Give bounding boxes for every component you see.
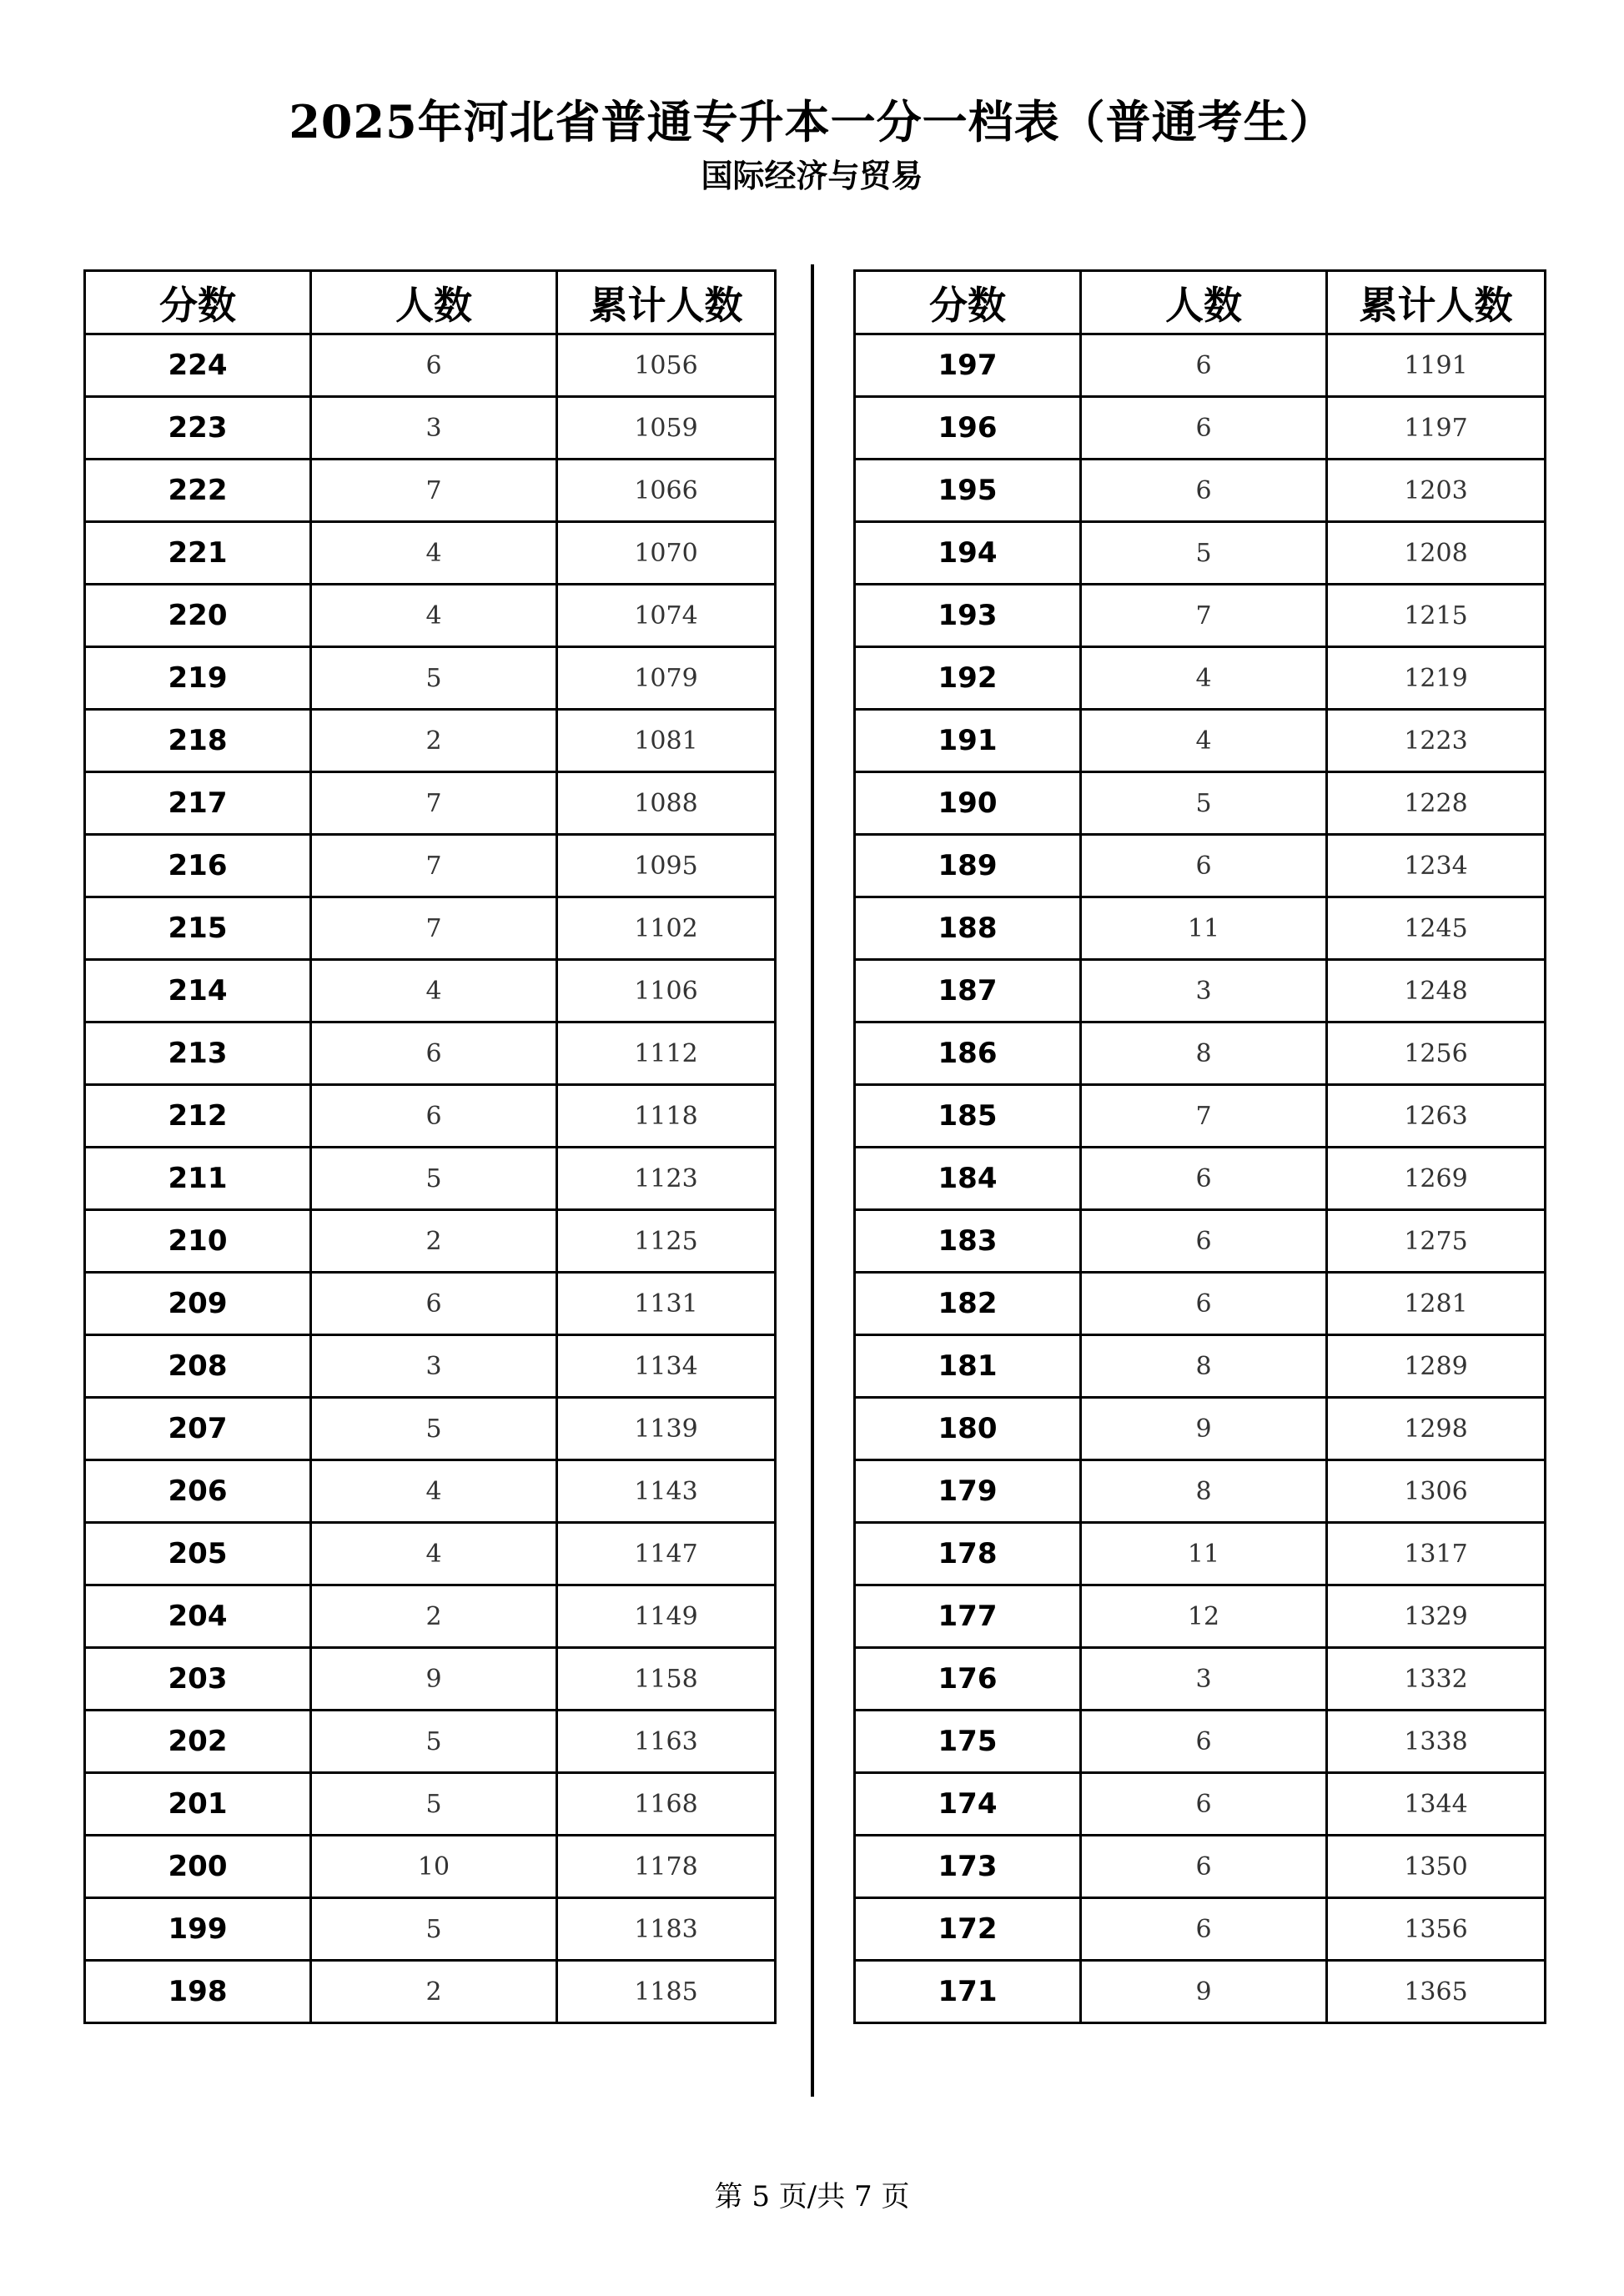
cell-score: 214 — [85, 960, 311, 1022]
table-row — [85, 960, 776, 1022]
cell-count: 7 — [311, 460, 557, 522]
cell-score: 223 — [85, 397, 311, 460]
cell-score: 210 — [85, 1210, 311, 1273]
header-cumulative: 累计人数 — [557, 271, 776, 334]
cell-count: 5 — [311, 1773, 557, 1836]
cell-score: 216 — [85, 835, 311, 897]
table-row — [855, 1273, 1546, 1335]
cell-count: 4 — [311, 585, 557, 647]
cell-score: 197 — [855, 334, 1081, 397]
table-row — [85, 522, 776, 585]
cell-score: 190 — [855, 772, 1081, 835]
cell-count: 3 — [1081, 1648, 1327, 1711]
cell-cumulative: 1185 — [557, 1961, 776, 2023]
table-row — [855, 1773, 1546, 1836]
cell-count: 7 — [311, 772, 557, 835]
cell-count: 4 — [311, 522, 557, 585]
cell-count: 12 — [1081, 1585, 1327, 1648]
table-row — [85, 397, 776, 460]
cell-count: 6 — [1081, 1273, 1327, 1335]
cell-count: 4 — [311, 1523, 557, 1585]
table-row — [855, 460, 1546, 522]
table-row — [855, 522, 1546, 585]
cell-score: 181 — [855, 1335, 1081, 1398]
cell-count: 2 — [311, 710, 557, 772]
cell-count: 6 — [1081, 1773, 1327, 1836]
cell-cumulative: 1183 — [557, 1898, 776, 1961]
cell-cumulative: 1281 — [1327, 1273, 1546, 1335]
table-row — [855, 1898, 1546, 1961]
cell-cumulative: 1095 — [557, 835, 776, 897]
cell-count: 9 — [1081, 1398, 1327, 1460]
cell-count: 10 — [311, 1836, 557, 1898]
cell-count: 4 — [311, 1460, 557, 1523]
cell-cumulative: 1365 — [1327, 1961, 1546, 2023]
table-row — [855, 1711, 1546, 1773]
cell-score: 202 — [85, 1711, 311, 1773]
cell-cumulative: 1329 — [1327, 1585, 1546, 1648]
cell-score: 183 — [855, 1210, 1081, 1273]
table-row — [85, 1523, 776, 1585]
cell-cumulative: 1203 — [1327, 460, 1546, 522]
cell-count: 6 — [311, 334, 557, 397]
table-row — [85, 1460, 776, 1523]
cell-score: 171 — [855, 1961, 1081, 2023]
cell-score: 196 — [855, 397, 1081, 460]
cell-score: 205 — [85, 1523, 311, 1585]
cell-score: 173 — [855, 1836, 1081, 1898]
cell-cumulative: 1118 — [557, 1085, 776, 1148]
cell-score: 182 — [855, 1273, 1081, 1335]
table-row — [85, 1585, 776, 1648]
cell-cumulative: 1332 — [1327, 1648, 1546, 1711]
cell-cumulative: 1139 — [557, 1398, 776, 1460]
cell-count: 3 — [311, 397, 557, 460]
cell-score: 212 — [85, 1085, 311, 1148]
header-score: 分数 — [85, 271, 311, 334]
table-row — [85, 1085, 776, 1148]
cell-count: 6 — [1081, 1836, 1327, 1898]
cell-score: 189 — [855, 835, 1081, 897]
cell-count: 6 — [1081, 397, 1327, 460]
cell-cumulative: 1102 — [557, 897, 776, 960]
cell-score: 192 — [855, 647, 1081, 710]
table-row — [855, 1836, 1546, 1898]
cell-cumulative: 1191 — [1327, 334, 1546, 397]
cell-score: 187 — [855, 960, 1081, 1022]
cell-score: 207 — [85, 1398, 311, 1460]
cell-cumulative: 1070 — [557, 522, 776, 585]
cell-score: 219 — [85, 647, 311, 710]
cell-cumulative: 1344 — [1327, 1773, 1546, 1836]
cell-score: 191 — [855, 710, 1081, 772]
table-row — [85, 460, 776, 522]
cell-cumulative: 1143 — [557, 1460, 776, 1523]
cell-count: 6 — [1081, 1148, 1327, 1210]
cell-score: 224 — [85, 334, 311, 397]
table-row — [855, 1335, 1546, 1398]
cell-score: 209 — [85, 1273, 311, 1335]
header-count: 人数 — [1081, 271, 1327, 334]
cell-cumulative: 1234 — [1327, 835, 1546, 897]
table-row — [855, 1022, 1546, 1085]
cell-cumulative: 1066 — [557, 460, 776, 522]
cell-score: 218 — [85, 710, 311, 772]
table-row — [855, 647, 1546, 710]
table-row — [85, 1648, 776, 1711]
cell-count: 8 — [1081, 1460, 1327, 1523]
cell-score: 194 — [855, 522, 1081, 585]
cell-score: 206 — [85, 1460, 311, 1523]
cell-cumulative: 1059 — [557, 397, 776, 460]
cell-count: 7 — [1081, 585, 1327, 647]
cell-count: 7 — [311, 835, 557, 897]
cell-cumulative: 1208 — [1327, 522, 1546, 585]
cell-cumulative: 1256 — [1327, 1022, 1546, 1085]
table-header-row — [85, 271, 776, 334]
table-row — [855, 1398, 1546, 1460]
cell-count: 6 — [311, 1022, 557, 1085]
table-row — [85, 334, 776, 397]
table-row — [85, 1022, 776, 1085]
header-count: 人数 — [311, 271, 557, 334]
cell-count: 9 — [311, 1648, 557, 1711]
cell-cumulative: 1131 — [557, 1273, 776, 1335]
table-header-row — [855, 271, 1546, 334]
table-row — [855, 835, 1546, 897]
cell-cumulative: 1106 — [557, 960, 776, 1022]
cell-cumulative: 1248 — [1327, 960, 1546, 1022]
cell-score: 211 — [85, 1148, 311, 1210]
cell-score: 177 — [855, 1585, 1081, 1648]
cell-cumulative: 1306 — [1327, 1460, 1546, 1523]
table-row — [855, 334, 1546, 397]
cell-score: 175 — [855, 1711, 1081, 1773]
table-row — [855, 1961, 1546, 2023]
cell-count: 6 — [1081, 1711, 1327, 1773]
cell-cumulative: 1081 — [557, 710, 776, 772]
table-row — [85, 1148, 776, 1210]
cell-count: 3 — [311, 1335, 557, 1398]
table-row — [85, 710, 776, 772]
table-row — [855, 960, 1546, 1022]
cell-cumulative: 1197 — [1327, 397, 1546, 460]
table-row — [85, 1773, 776, 1836]
cell-cumulative: 1298 — [1327, 1398, 1546, 1460]
table-row — [855, 1085, 1546, 1148]
cell-count: 6 — [1081, 334, 1327, 397]
table-row — [85, 1711, 776, 1773]
cell-cumulative: 1088 — [557, 772, 776, 835]
table-row — [855, 1648, 1546, 1711]
cell-cumulative: 1149 — [557, 1585, 776, 1648]
header-cumulative: 累计人数 — [1327, 271, 1546, 334]
table-row — [85, 1836, 776, 1898]
table-row — [855, 772, 1546, 835]
cell-score: 217 — [85, 772, 311, 835]
cell-score: 204 — [85, 1585, 311, 1648]
cell-score: 176 — [855, 1648, 1081, 1711]
cell-cumulative: 1147 — [557, 1523, 776, 1585]
cell-cumulative: 1125 — [557, 1210, 776, 1273]
cell-cumulative: 1123 — [557, 1148, 776, 1210]
table-row — [85, 897, 776, 960]
cell-cumulative: 1263 — [1327, 1085, 1546, 1148]
cell-score: 213 — [85, 1022, 311, 1085]
table-row — [85, 1961, 776, 2023]
cell-count: 11 — [1081, 1523, 1327, 1585]
cell-cumulative: 1219 — [1327, 647, 1546, 710]
cell-count: 4 — [311, 960, 557, 1022]
cell-count: 7 — [1081, 1085, 1327, 1148]
cell-score: 193 — [855, 585, 1081, 647]
cell-count: 11 — [1081, 897, 1327, 960]
table-row — [85, 1898, 776, 1961]
table-row — [85, 1210, 776, 1273]
cell-score: 188 — [855, 897, 1081, 960]
cell-count: 5 — [311, 1148, 557, 1210]
cell-cumulative: 1158 — [557, 1648, 776, 1711]
cell-score: 178 — [855, 1523, 1081, 1585]
cell-count: 5 — [1081, 522, 1327, 585]
cell-cumulative: 1056 — [557, 334, 776, 397]
table-row — [85, 772, 776, 835]
cell-count: 6 — [1081, 1898, 1327, 1961]
cell-score: 184 — [855, 1148, 1081, 1210]
cell-count: 6 — [1081, 1210, 1327, 1273]
cell-score: 195 — [855, 460, 1081, 522]
cell-count: 3 — [1081, 960, 1327, 1022]
cell-score: 220 — [85, 585, 311, 647]
cell-cumulative: 1275 — [1327, 1210, 1546, 1273]
cell-cumulative: 1356 — [1327, 1898, 1546, 1961]
page-subtitle: 国际经济与贸易 — [701, 158, 923, 194]
cell-cumulative: 1228 — [1327, 772, 1546, 835]
cell-count: 7 — [311, 897, 557, 960]
table-row — [855, 897, 1546, 960]
cell-cumulative: 1079 — [557, 647, 776, 710]
cell-score: 200 — [85, 1836, 311, 1898]
cell-count: 6 — [1081, 460, 1327, 522]
cell-score: 215 — [85, 897, 311, 960]
header-score: 分数 — [855, 271, 1081, 334]
table-row — [85, 585, 776, 647]
table-row — [85, 647, 776, 710]
table-row — [85, 1273, 776, 1335]
cell-count: 2 — [311, 1961, 557, 2023]
page-footer: 第 5 页/共 7 页 — [714, 2180, 910, 2213]
cell-count: 4 — [1081, 647, 1327, 710]
cell-cumulative: 1168 — [557, 1773, 776, 1836]
score-table-right — [853, 269, 1546, 2024]
table-row — [855, 585, 1546, 647]
cell-count: 9 — [1081, 1961, 1327, 2023]
cell-count: 5 — [311, 1711, 557, 1773]
cell-score: 208 — [85, 1335, 311, 1398]
cell-count: 4 — [1081, 710, 1327, 772]
cell-count: 5 — [311, 647, 557, 710]
cell-cumulative: 1269 — [1327, 1148, 1546, 1210]
cell-cumulative: 1338 — [1327, 1711, 1546, 1773]
cell-cumulative: 1163 — [557, 1711, 776, 1773]
table-row — [855, 1523, 1546, 1585]
table-row — [855, 1460, 1546, 1523]
cell-count: 6 — [311, 1273, 557, 1335]
cell-cumulative: 1178 — [557, 1836, 776, 1898]
table-row — [855, 1148, 1546, 1210]
cell-count: 8 — [1081, 1335, 1327, 1398]
cell-score: 221 — [85, 522, 311, 585]
table-row — [85, 1335, 776, 1398]
cell-score: 179 — [855, 1460, 1081, 1523]
cell-score: 203 — [85, 1648, 311, 1711]
table-row — [855, 1210, 1546, 1273]
cell-score: 186 — [855, 1022, 1081, 1085]
cell-count: 8 — [1081, 1022, 1327, 1085]
cell-score: 199 — [85, 1898, 311, 1961]
cell-cumulative: 1223 — [1327, 710, 1546, 772]
cell-cumulative: 1350 — [1327, 1836, 1546, 1898]
cell-score: 198 — [85, 1961, 311, 2023]
table-row — [855, 397, 1546, 460]
cell-count: 2 — [311, 1585, 557, 1648]
cell-cumulative: 1215 — [1327, 585, 1546, 647]
page-title: 2025年河北省普通专升本一分一档表（普通考生） — [289, 95, 1335, 148]
table-row — [855, 1585, 1546, 1648]
table-row — [85, 835, 776, 897]
cell-count: 5 — [311, 1898, 557, 1961]
cell-count: 6 — [1081, 835, 1327, 897]
cell-cumulative: 1317 — [1327, 1523, 1546, 1585]
cell-score: 201 — [85, 1773, 311, 1836]
table-row — [85, 1398, 776, 1460]
cell-score: 174 — [855, 1773, 1081, 1836]
cell-score: 222 — [85, 460, 311, 522]
cell-score: 180 — [855, 1398, 1081, 1460]
cell-count: 2 — [311, 1210, 557, 1273]
cell-count: 5 — [1081, 772, 1327, 835]
cell-cumulative: 1245 — [1327, 897, 1546, 960]
cell-cumulative: 1074 — [557, 585, 776, 647]
cell-cumulative: 1112 — [557, 1022, 776, 1085]
cell-cumulative: 1134 — [557, 1335, 776, 1398]
cell-count: 6 — [311, 1085, 557, 1148]
score-table-left — [83, 269, 777, 2024]
cell-score: 185 — [855, 1085, 1081, 1148]
cell-score: 172 — [855, 1898, 1081, 1961]
cell-cumulative: 1289 — [1327, 1335, 1546, 1398]
table-row — [855, 710, 1546, 772]
column-divider — [811, 264, 814, 2097]
cell-count: 5 — [311, 1398, 557, 1460]
